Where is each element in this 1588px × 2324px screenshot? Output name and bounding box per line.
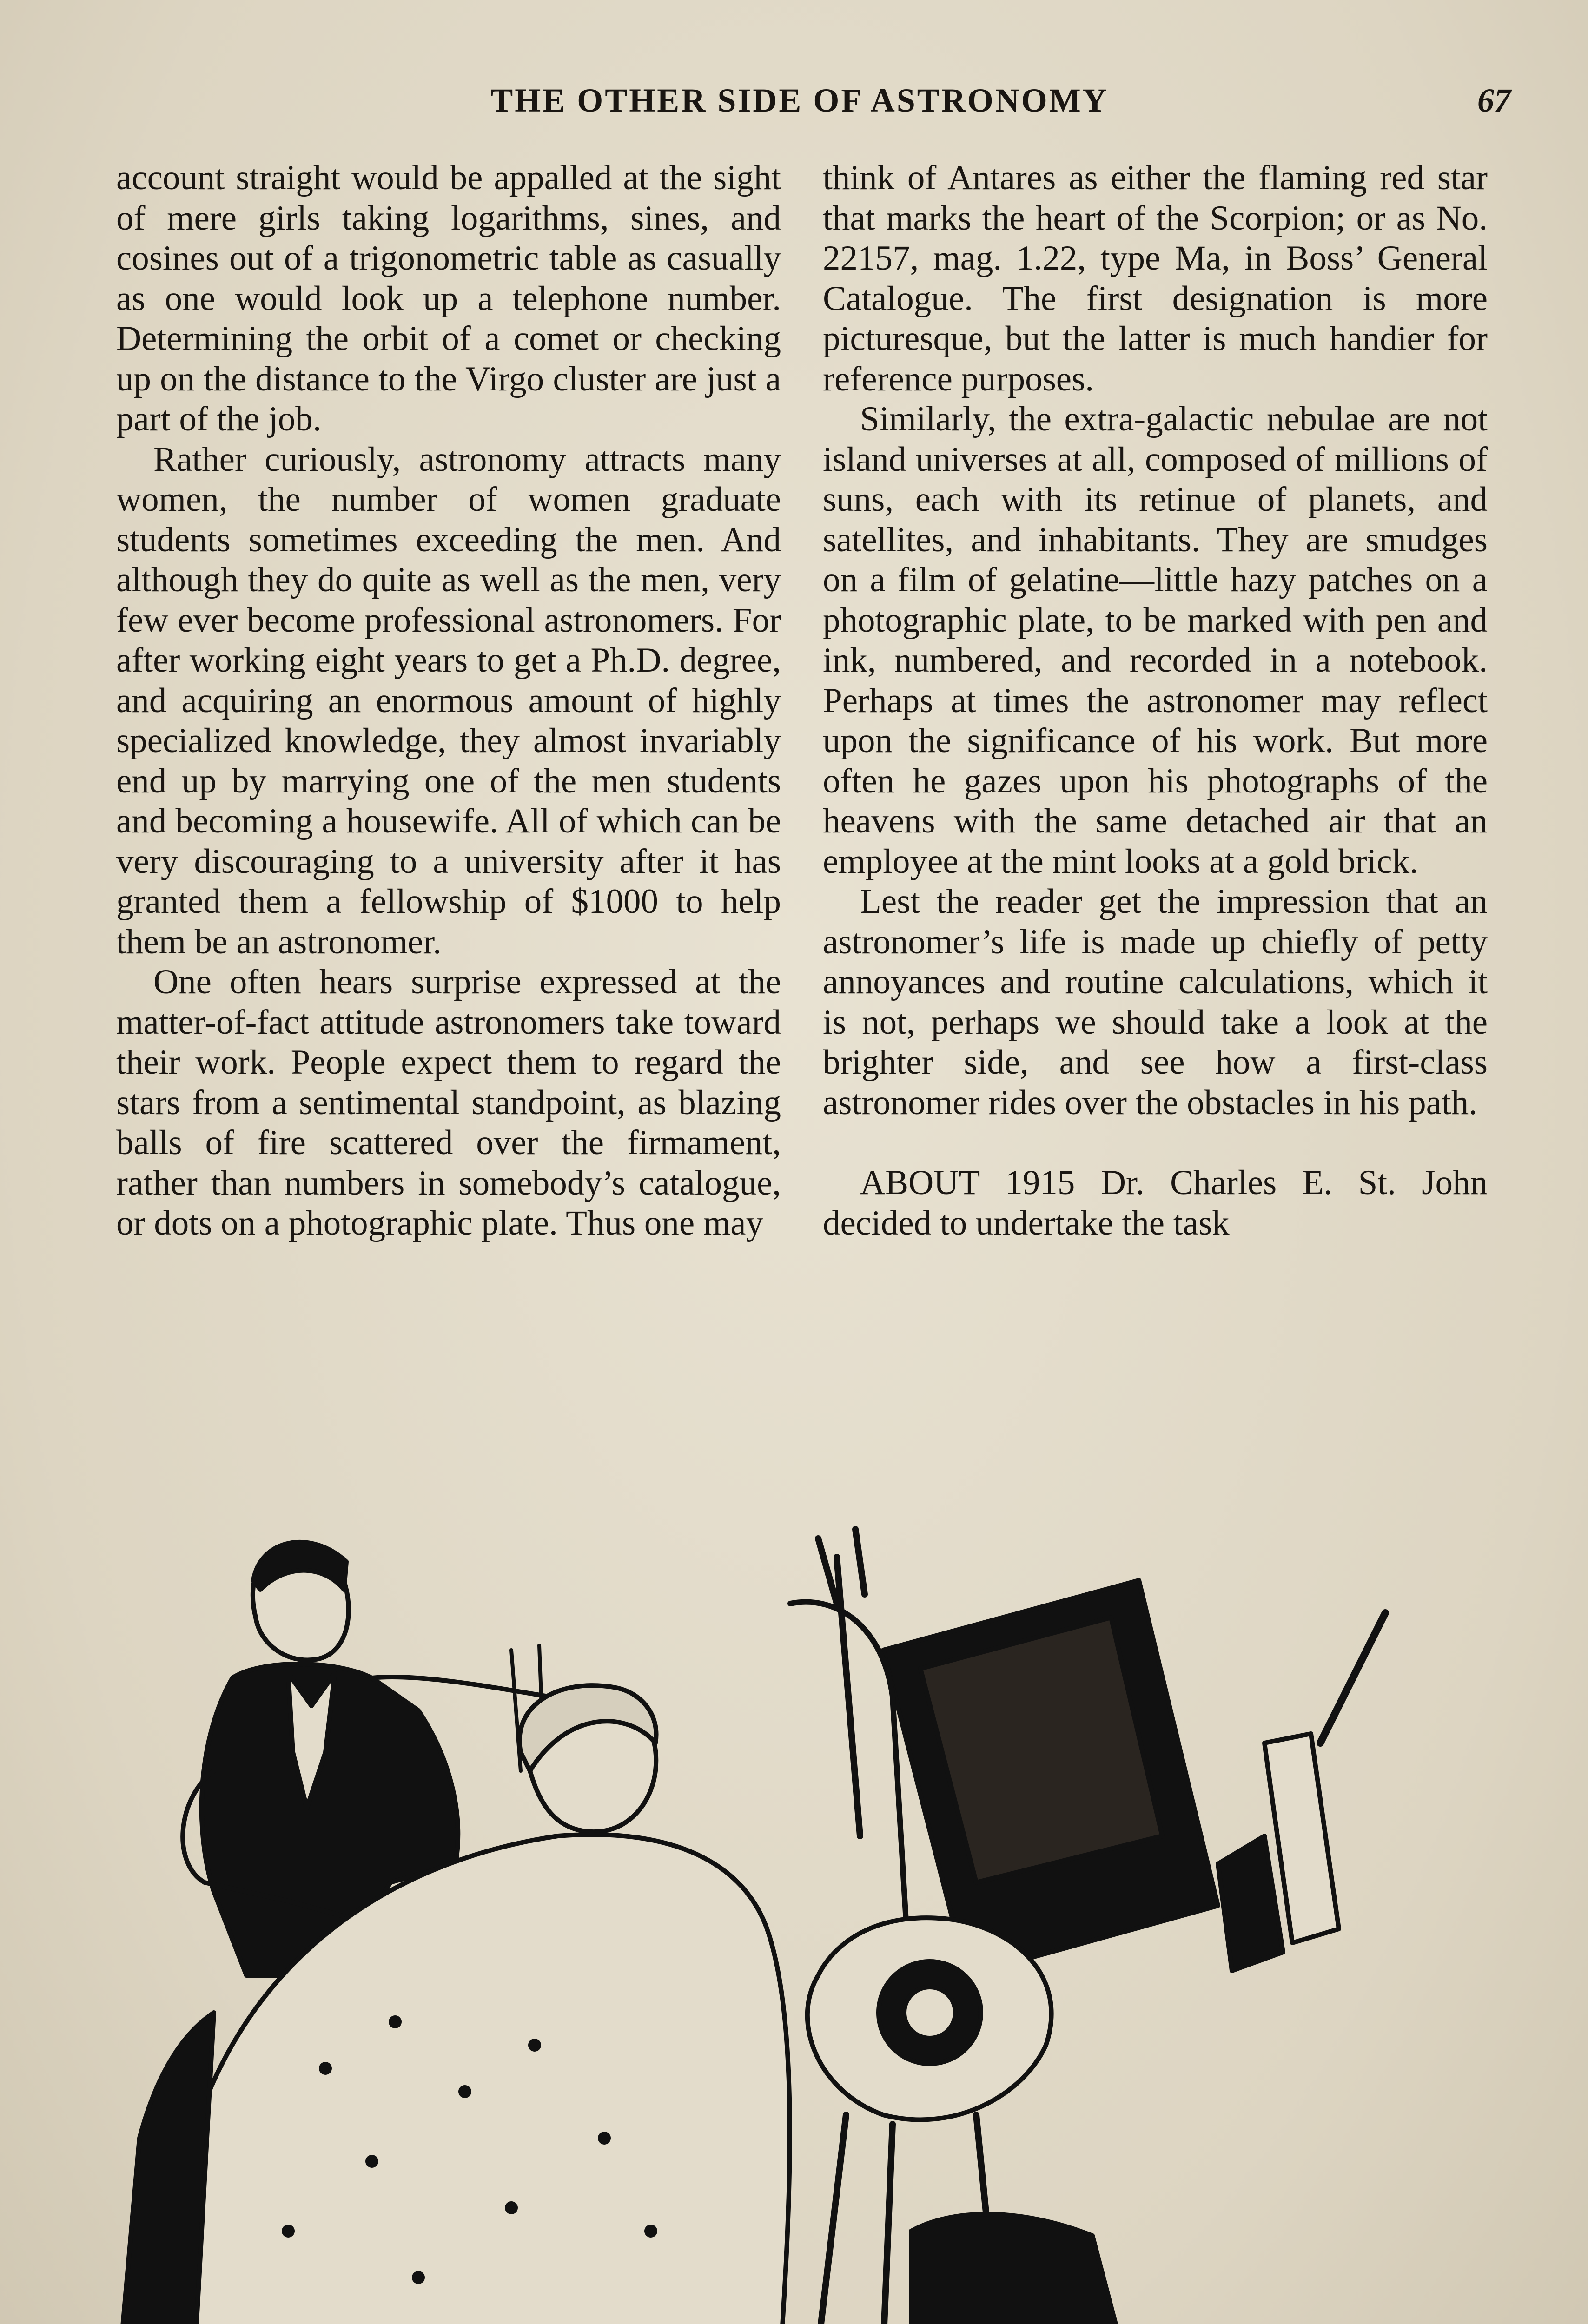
right-column [823, 158, 1488, 1243]
paragraph: account straight would be appalled at the sight of mere girls taking logarithms, sines, and cosines out of a trigonometric table as casually as one would look up a telephone number. Determining the orbit of a comet or checking up on the distance to the Virgo cluster are just a part of the job. [116, 158, 781, 438]
paragraph: Similarly, the extra-galactic nebulae are not island universes at all, composed of millions of suns, each with its retinue of planets, and satellites, and inhabitants. They are smudges on a film of gelatine—little hazy patches on a photographic plate, to be marked with pen and ink, numbered, and recorded in a notebook. Perhaps at times the astronomer may reflect upon the significance of his work. But more often he gazes upon his photographs of the heavens with the same detached air that an employee at the mint looks at a gold brick. [823, 400, 1488, 881]
paragraph: One often hears surprise expressed at the matter-of-fact attitude astronomers take toward their work. People expect them to regard the stars from a sentimental standpoint, as blazing balls of fire scattered over the firmament, rather than numbers in somebody’s catalogue, or dots on a photographic plate. Thus one may [116, 963, 781, 1242]
paragraph: Lest the reader get the impression that an astronomer’s life is made up chiefly of petty annoyances and routine calculations, which it is not, perhaps we should take a look at the brighter side, and see how a first-class astronomer rides over the obstacles in his path. [823, 882, 1488, 1122]
paragraph: think of Antares as either the flaming red star that marks the heart of the Scorpion; or as No. 22157, mag. 1.22, type Ma, in Boss’ General Catalogue. The first designation is more picturesque, but the latter is much handier for reference purposes. [823, 158, 1488, 398]
telescope-apparatus [790, 1529, 1385, 2324]
barber-astronomer-illustration [93, 1511, 1488, 2324]
page-number: 67 [1477, 82, 1511, 119]
left-column [116, 158, 781, 1244]
page-header [116, 81, 1511, 132]
section-start-paragraph: ABOUT 1915 Dr. Charles E. St. John decided to undertake the task [823, 1163, 1488, 1242]
running-head: THE OTHER SIDE OF ASTRONOMY [490, 82, 1109, 119]
paragraph: Rather curiously, astronomy attracts many women, the number of women graduate students sometimes exceeding the men. And although they do quite as well as the men, very few ever become professional astronomers. For after working eight years to get a Ph.D. degree, and acquiring an enormous amount of highly specialized knowledge, they almost invariably end up by marrying one of the men students and becoming a housewife. All of which can be very discouraging to a university after it has granted them a fellowship of $1000 to help them be an astronomer. [116, 440, 781, 961]
